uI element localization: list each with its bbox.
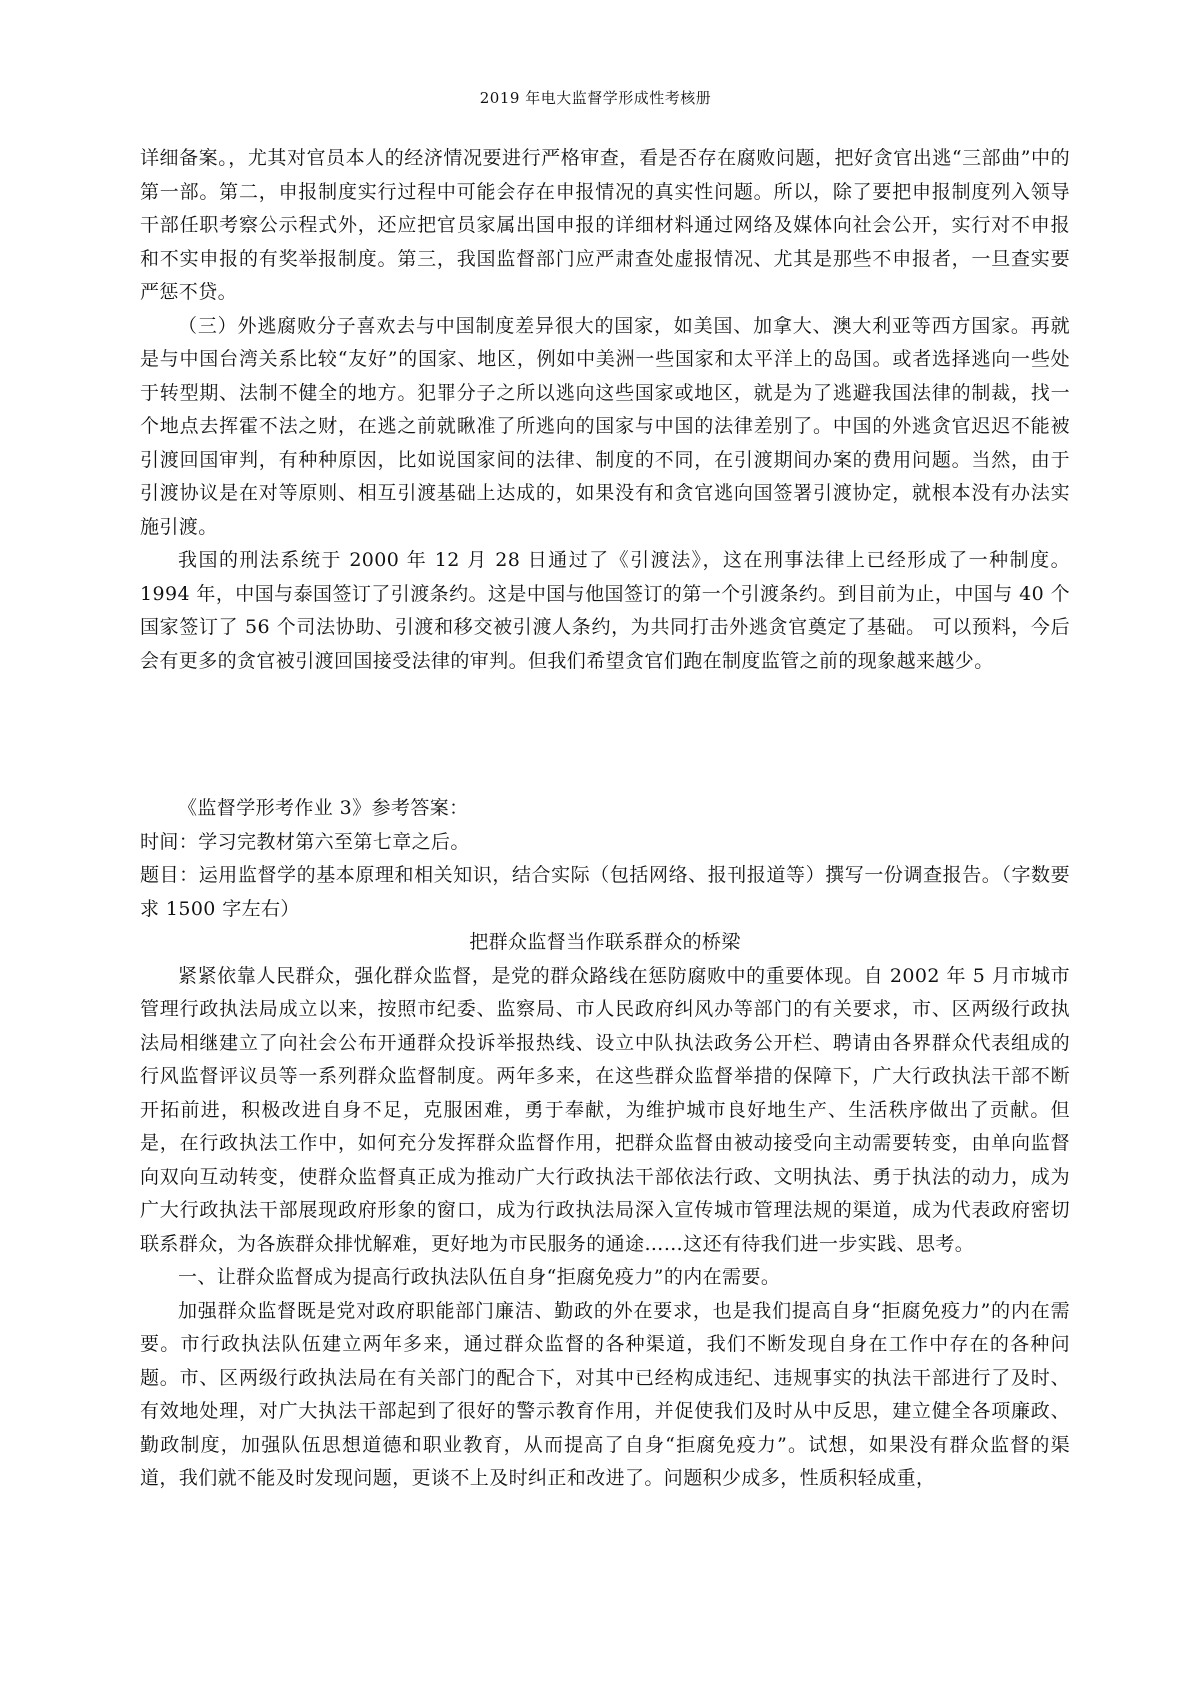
assignment-title: 《监督学形考作业 3》参考答案： xyxy=(178,797,469,819)
paragraph-mass-supervision-intro: 紧紧依靠人民群众，强化群众监督，是党的群众路线在惩防腐败中的重要体现。自 2002 年 5 月市城市管理行政执法局成立以来，按照市纪委、监察局、市人民政府纠风办等部门的有关要求，市、区两级行政执法局相继建立了向社会公布开通群众投诉举报热线、设立中队执法政务公开栏、聘请由各界群众代表组成的行风监督评议员等一系列群众监督制度。两年多来，在这些群众监督举措的保障下，广大行政执法干部不断开拓前进，积极改进自身不足，克服困难，勇于奉献，为维护城市良好地生产、生活秩序做出了贡献。但是，在行政执法工作中，如何充分发挥群众监督作用，把群众监督由被动接受向主动需要转变，由单向监督向双向互动转变，使群众监督真正成为推动广大行政执法干部依法行政、文明执法、勇于执法的动力，成为广大行政执法干部展现政府形象的窗口，成为行政执法局深入宣传城市管理法规的渠道，成为代表政府密切联系群众，为各族群众排忧解难，更好地为市民服务的通途……这还有待我们进一步实践、思考。 xyxy=(140,964,1070,1255)
assignment-topic: 题目：运用监督学的基本原理和相关知识，结合实际（包括网络、报刊报道等）撰写一份调查报告。（字数要求 1500 字左右） xyxy=(140,864,1070,920)
paragraph-fugitive-destinations: （三）外逃腐败分子喜欢去与中国制度差异很大的国家，如美国、加拿大、澳大利亚等西方国家。再就是与中国台湾关系比较“友好”的国家、地区，例如中美洲一些国家和太平洋上的岛国。或者选择逃向一些处于转型期、法制不健全的地方。犯罪分子之所以逃向这些国家或地区，就是为了逃避我国法律的制裁，找一个地点去挥霍不法之财，在逃之前就瞅准了所逃向的国家与中国的法律差别了。中国的外逃贪官迟迟不能被引渡回国审判，有种种原因，比如说国家间的法律、制度的不同，在引渡期间办案的费用问题。当然，由于引渡协议是在对等原则、相互引渡基础上达成的，如果没有和贪官逃向国签署引渡协定，就根本没有办法实施引渡。 xyxy=(140,314,1070,538)
paragraph-declaration-review: 详细备案。，尤其对官员本人的经济情况要进行严格审查，看是否存在腐败问题，把好贪官出逃“三部曲”中的第一部。第二，申报制度实行过程中可能会存在申报情况的真实性问题。所以，除了要把申报制度列入领导干部任职考察公示程式外，还应把官员家属出国申报的详细材料通过网络及媒体向社会公开，实行对不申报和不实申报的有奖举报制度。第三，我国监督部门应严肃查处虚报情况、尤其是那些不申报者，一旦查实要严惩不贷。 xyxy=(140,147,1070,303)
section-assignment-3 xyxy=(140,792,1070,1496)
page-header: 2019 年电大监督学形成性考核册 xyxy=(479,89,712,107)
section-heading-one: 一、让群众监督成为提高行政执法队伍自身“拒腐免疫力”的内在需要。 xyxy=(178,1266,781,1288)
section-extradition-answer xyxy=(140,142,1070,678)
paragraph-anti-corruption-immunity: 加强群众监督既是党对政府职能部门廉洁、勤政的外在要求，也是我们提高自身“拒腐免疫力”的内在需要。市行政执法队伍建立两年多来，通过群众监督的各种渠道，我们不断发现自身在工作中存在的各种问题。市、区两级行政执法局在有关部门的配合下，对其中已经构成违纪、违规事实的执法干部进行了及时、有效地处理，对广大执法干部起到了很好的警示教育作用，并促使我们及时从中反思，建立健全各项廉政、勤政制度，加强队伍思想道德和职业教育，从而提高了自身“拒腐免疫力”。试想，如果没有群众监督的渠道，我们就不能及时发现问题，更谈不上及时纠正和改进了。问题积少成多，性质积轻成重， xyxy=(140,1299,1070,1489)
assignment-time: 时间：学习完教材第六至第七章之后。 xyxy=(140,830,470,853)
paragraph-extradition-law: 我国的刑法系统于 2000 年 12 月 28 日通过了《引渡法》，这在刑事法律上已经形成了一种制度。1994 年，中国与泰国签订了引渡条约。这是中国与他国签订的第一个引渡条约。到目前为止，中国与 40 个国家签订了 56 个司法协助、引渡和移交被引渡人条约，为共同打击外逃贪官奠定了基础。 可以预料，今后会有更多的贪官被引渡回国接受法律的审判。但我们希望贪官们跑在制度监管之前的现象越来越少。 xyxy=(140,549,1070,672)
report-title: 把群众监督当作联系群众的桥梁 xyxy=(469,931,741,953)
